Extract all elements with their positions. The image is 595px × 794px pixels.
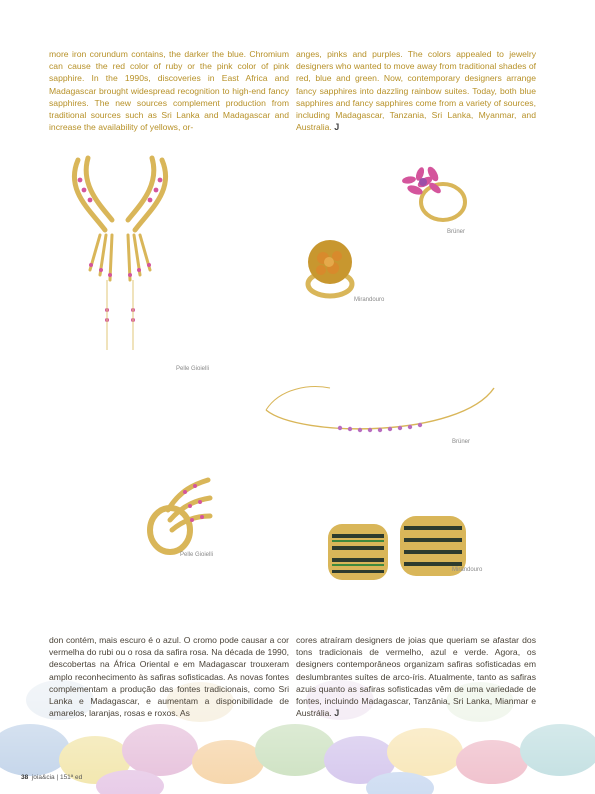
caption-wave-ring: Pelle Gioielli: [180, 552, 214, 558]
english-text-right-body: anges, pinks and purples. The colors appealed to jewelry designers who wanted to move away from traditional shades of red, blue and green. Now, contemporary designers arrange fancy sapphires into dazzling rainbow suites. Today, both blue sapphires and fancy sapphires come from a variety of sources, including Madagascar, Tanzania, Sri Lanka, Myanmar, and Australia.: [296, 49, 536, 133]
caption-striped-rings: Mirandouro: [452, 567, 483, 573]
caption-earrings: Pelle Gioielli: [176, 366, 210, 372]
bracelet-image: [260, 378, 500, 448]
wave-ring-image: [140, 470, 215, 560]
footer-separator: |: [56, 774, 59, 781]
earrings-image: [60, 150, 180, 360]
flower-ring-image: [395, 152, 475, 232]
magazine-name: joia&cia: [31, 774, 55, 781]
english-column-right: [296, 48, 536, 133]
portuguese-text-right-body: cores atraíram designers de joias que queriam se afastar dos tons tradicionais de vermelho, azul e verde. Agora, os designers contemporâneos organizam safiras sofisticadas em deslumbrantes suítes de arco-íris. Atualmente, tanto as safiras azuis quanto as safiras sofisticadas vêm de uma variedade de fontes, incluindo Madagascar, Tanzânia, Sri Lanka, Mianmar e Austrália.: [296, 635, 536, 719]
english-column-left: [49, 48, 289, 133]
caption-flower-ring: Brüner: [447, 229, 466, 235]
end-mark-pt: J: [334, 708, 340, 719]
caption-bracelet: Brüner: [452, 439, 471, 445]
page-footer: [21, 774, 82, 781]
striped-rings-image: [318, 510, 478, 585]
caption-orange-ring: Mirandouro: [354, 297, 385, 303]
english-text-left: more iron corundum contains, the darker the blue. Chromium can cause the red color of ruby or the pink color of pink sapphire. In the 1990s, discoveries in East Africa and Madagascar brought widespread recognition to high-end fancy sapphires. The new sources complement production from traditional sources such as Sri Lanka and Madagascar and increase the availability of yellows, or-: [49, 49, 289, 133]
portuguese-column-right: [296, 634, 536, 719]
portuguese-column-left: [49, 634, 289, 719]
english-text-right: [296, 48, 536, 133]
portuguese-text-right: [296, 634, 536, 719]
portuguese-text-left: don contém, mais escuro é o azul. O cromo pode causar a cor vermelha do rubi ou o rosa da safira rosa. Na década de 1990, descobertas na África Oriental e em Madagascar trouxeram amplo reconhecimento às safiras sofisticadas. As novas fontes complementam a produção das fontes tradicionais, como Sri Lanka e Madagascar, e aumentam a disponibilidade de amarelos, laranjas, rosas e roxos. As: [49, 635, 289, 719]
page-number: 38: [21, 774, 29, 781]
edition-number: 151ª ed: [59, 774, 83, 781]
orange-ring-image: [295, 232, 365, 302]
end-mark: J: [334, 122, 340, 133]
